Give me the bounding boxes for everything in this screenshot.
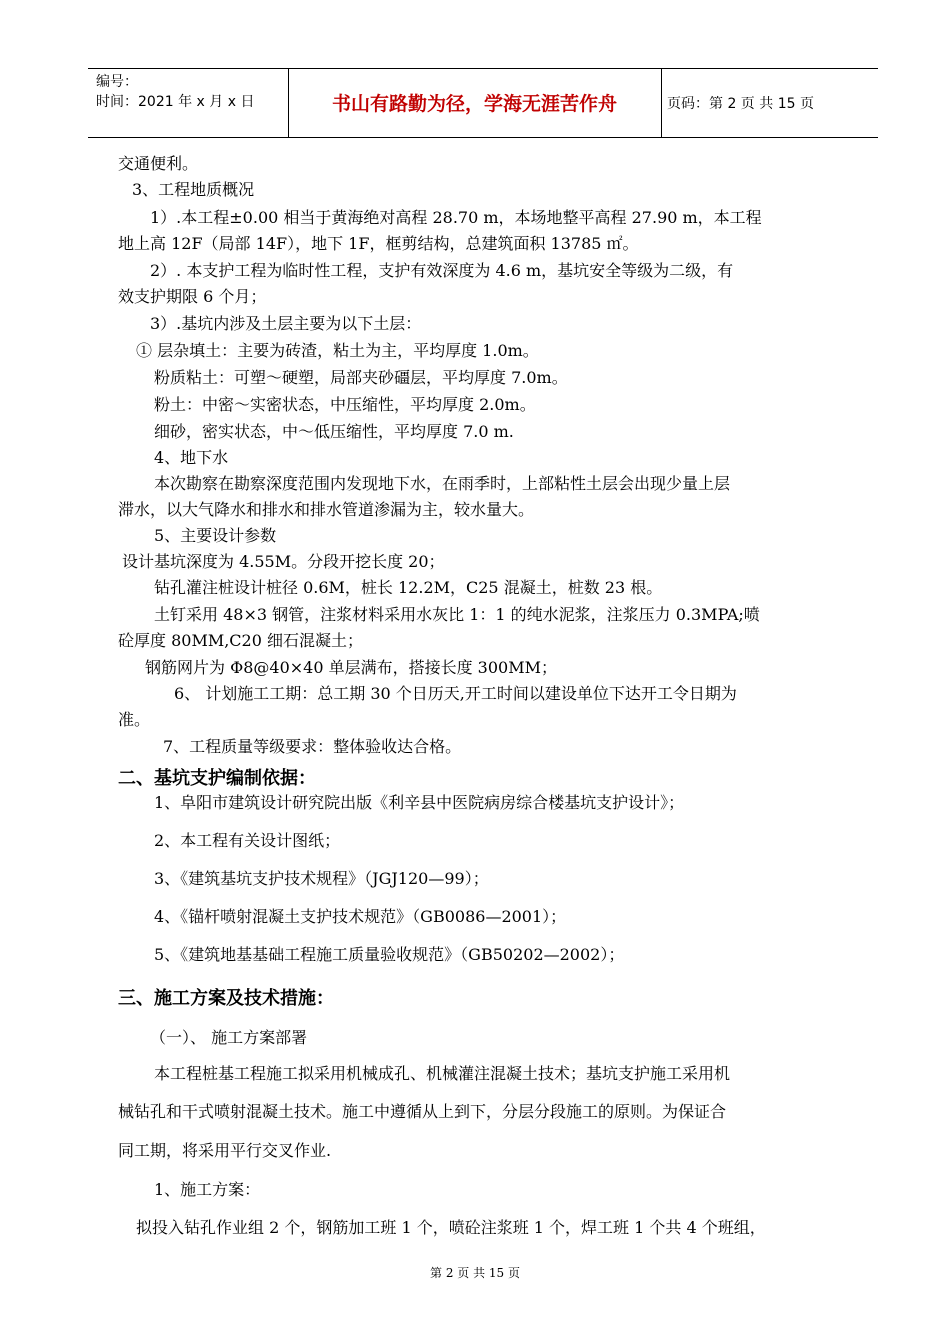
text-line: 土钉采用 48×3 钢管，注浆材料采用水灰比 1：1 的纯水泥浆，注浆压力 0.3MPA;喷 bbox=[154, 605, 760, 624]
text-line: 6、 计划施工工期：总工期 30 个日历天,开工时间以建设单位下达开工令日期为 bbox=[174, 684, 737, 703]
text-line: 粉质粘土：可塑～硬塑，局部夹砂礓层，平均厚度 7.0m。 bbox=[154, 368, 568, 387]
text-line: 钢筋网片为 Φ8@40×40 单层满布，搭接长度 300MM； bbox=[145, 658, 557, 677]
header-meta-cell bbox=[88, 69, 289, 137]
text-line: 滞水，以大气降水和排水和排水管道渗漏为主，较水量大。 bbox=[118, 500, 535, 519]
text-line: ① 层杂填土：主要为砖渣，粘土为主，平均厚度 1.0m。 bbox=[136, 341, 539, 360]
text-line: 械钻孔和干式喷射混凝土技术。施工中遵循从上到下，分层分段施工的原则。为保证合 bbox=[118, 1102, 727, 1121]
text-line: 准。 bbox=[118, 710, 151, 729]
header-motto-cell bbox=[288, 69, 662, 137]
text-line: 交通便利。 bbox=[118, 154, 199, 173]
doc-time-label: 时间：2021 年 x 月 x 日 bbox=[96, 94, 255, 110]
header-page-info: 页码：第 2 页 共 15 页 bbox=[667, 96, 814, 112]
subheading-groundwater: 4、地下水 bbox=[154, 448, 229, 467]
page-header bbox=[88, 68, 878, 138]
subheading-geology: 3、工程地质概况 bbox=[132, 180, 255, 199]
text-line: 1）.本工程±0.00 相当于黄海绝对高程 28.70 m，本场地整平高程 27.90 m，本工程 bbox=[150, 208, 762, 227]
text-line: 本工程桩基工程施工拟采用机械成孔、机械灌注混凝土技术；基坑支护施工采用机 bbox=[154, 1064, 731, 1083]
basis-item: 3、《建筑基坑支护技术规程》（JGJ120—99）； bbox=[154, 869, 489, 888]
text-line: 细砂，密实状态，中～低压缩性，平均厚度 7.0 m. bbox=[154, 422, 514, 441]
text-line: 本次勘察在勘察深度范围内发现地下水，在雨季时，上部粘性土层会出现少量上层 bbox=[154, 474, 731, 493]
doc-number-label: 编号： bbox=[96, 74, 138, 90]
text-line: 同工期，将采用平行交叉作业. bbox=[118, 1141, 332, 1160]
text-line: 钻孔灌注桩设计桩径 0.6M，桩长 12.2M，C25 混凝土，桩数 23 根。 bbox=[154, 578, 663, 597]
subheading-construction-plan: 1、施工方案： bbox=[154, 1180, 261, 1199]
header-page-cell bbox=[661, 69, 878, 137]
text-line: 拟投入钻孔作业组 2 个，钢筋加工班 1 个，喷砼注浆班 1 个，焊工班 1 个共 4 个班组， bbox=[136, 1218, 766, 1237]
basis-item: 2、本工程有关设计图纸； bbox=[154, 831, 341, 850]
subheading-plan-deploy: （一）、 施工方案部署 bbox=[150, 1028, 308, 1047]
page-footer: 第 2 页 共 15 页 bbox=[430, 1266, 520, 1280]
basis-item: 4、《锚杆喷射混凝土支护技术规范》（GB0086—2001）； bbox=[154, 907, 567, 926]
text-line: 粉土：中密～实密状态，中压缩性，平均厚度 2.0m。 bbox=[154, 395, 536, 414]
text-line: 地上高 12F（局部 14F），地下 1F，框剪结构，总建筑面积 13785 ㎡。 bbox=[118, 234, 639, 253]
subheading-design-params: 5、主要设计参数 bbox=[154, 526, 277, 545]
text-line: 设计基坑深度为 4.55M。分段开挖长度 20； bbox=[122, 552, 445, 571]
basis-item: 5、《建筑地基基础工程施工质量验收规范》（GB50202—2002）； bbox=[154, 945, 625, 964]
text-line: 7、工程质量等级要求：整体验收达合格。 bbox=[163, 737, 462, 756]
text-line: 3）.基坑内涉及土层主要为以下土层： bbox=[150, 314, 422, 333]
section-heading-basis: 二、基坑支护编制依据： bbox=[118, 768, 316, 789]
header-motto: 书山有路勤为径，学海无涯苦作舟 bbox=[331, 93, 617, 115]
section-heading-plan: 三、施工方案及技术措施： bbox=[118, 988, 334, 1009]
text-line: 砼厚度 80MM,C20 细石混凝土； bbox=[118, 631, 363, 650]
text-line: 2）. 本支护工程为临时性工程，支护有效深度为 4.6 m，基坑安全等级为二级，有 bbox=[150, 261, 734, 280]
text-line: 效支护期限 6 个月； bbox=[118, 287, 267, 306]
basis-item: 1、阜阳市建筑设计研究院出版《利辛县中医院病房综合楼基坑支护设计》； bbox=[154, 793, 685, 812]
